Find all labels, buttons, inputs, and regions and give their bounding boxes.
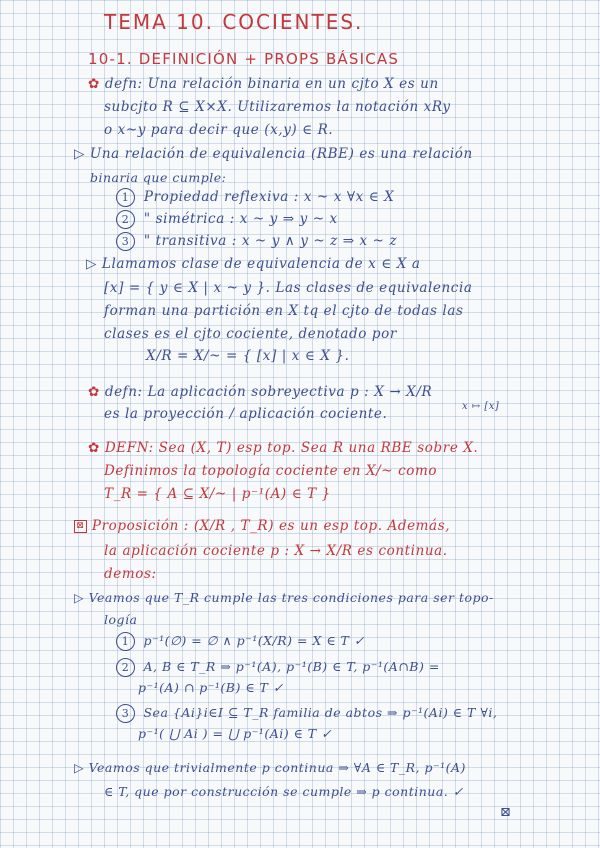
- checkbox-icon: ⊠: [74, 520, 87, 533]
- proyeccion-line-1: ✿ defn: La aplicación sobreyectiva p : X → X/R: [88, 384, 433, 400]
- number-3-icon: 3: [116, 704, 135, 723]
- number-2-icon: 2: [116, 210, 135, 229]
- topologia-formula: T_R = { A ⊆ X/~ | p⁻¹(A) ∈ T }: [104, 486, 331, 502]
- condition-1: 1 p⁻¹(∅) = ∅ ∧ p⁻¹(X/R) = X ∈ T ✓: [116, 632, 365, 651]
- property-transitiva: 3 " transitiva : x ~ y ∧ y ~ z ⇒ x ~ z: [116, 232, 397, 251]
- proyeccion-line-2: es la proyección / aplicación cociente.: [104, 406, 388, 422]
- page-title: TEMA 10. COCIENTES.: [104, 10, 364, 34]
- proyeccion-map: x ↦ [x]: [462, 401, 500, 412]
- property-simetrica: 2 " simétrica : x ~ y ⇒ y ~ x: [116, 210, 338, 229]
- star-icon: ✿: [88, 76, 100, 92]
- arrow-icon: ▷: [86, 256, 97, 272]
- rbe-line-1: ▷ Una relación de equivalencia (RBE) es una relación: [74, 146, 473, 162]
- condition-3b: p⁻¹( ⋃ Ai ) = ⋃ p⁻¹(Ai) ∈ T ✓: [138, 726, 333, 741]
- proposicion-line-2: la aplicación cociente p : X → X/R es continua.: [104, 543, 448, 559]
- star-icon: ✿: [88, 384, 100, 400]
- section-heading: 10-1. DEFINICIÓN + PROPS BÁSICAS: [88, 50, 400, 68]
- number-1-icon: 1: [116, 188, 135, 207]
- topologia-line-1: ✿ DEFN: Sea (X, T) esp top. Sea R una RBE sobre X.: [88, 440, 479, 456]
- demo-line-1: ▷ Veamos que T_R cumple las tres condiciones para ser topo-: [74, 590, 494, 605]
- clase-line-3: forman una partición en X tq el cjto de todas las: [104, 303, 464, 319]
- rbe-line-2: binaria que cumple:: [90, 170, 227, 185]
- continua-line-1: ▷ Veamos que trivialmente p continua ⇒ ∀A ∈ T_R, p⁻¹(A): [74, 760, 466, 775]
- condition-2a: 2 A, B ∈ T_R ⇒ p⁻¹(A), p⁻¹(B) ∈ T, p⁻¹(A∩B) =: [116, 658, 440, 677]
- defn-line-3: o x~y para decir que (x,y) ∈ R.: [104, 122, 334, 138]
- clase-line-1: ▷ Llamamos clase de equivalencia de x ∈ X a: [86, 256, 421, 272]
- condition-2b: p⁻¹(A) ∩ p⁻¹(B) ∈ T ✓: [138, 680, 284, 695]
- condition-3a: 3 Sea {Ai}i∈I ⊆ T_R familia de abtos ⇒ p⁻¹(Ai) ∈ T ∀i,: [116, 704, 497, 723]
- proposicion-line-1: ⊠ Proposición : (X/R , T_R) es un esp top. Además,: [74, 520, 450, 534]
- arrow-icon: ▷: [74, 760, 85, 775]
- number-2-icon: 2: [116, 658, 135, 677]
- end-of-proof-icon: ⊠: [500, 805, 511, 820]
- topologia-line-2: Definimos la topología cociente en X/~ como: [104, 463, 438, 479]
- arrow-icon: ▷: [74, 146, 85, 162]
- star-icon: ✿: [88, 440, 100, 456]
- demo-line-2: logía: [104, 612, 138, 627]
- defn-line-2: subcjto R ⊆ X×X. Utilizaremos la notación xRy: [104, 99, 451, 115]
- cociente-formula: X/R = X/~ = { [x] | x ∈ X }.: [146, 348, 350, 364]
- clase-line-4: clases es el cjto cociente, denotado por: [104, 326, 397, 342]
- property-reflexiva: 1 Propiedad reflexiva : x ~ x ∀x ∈ X: [116, 188, 394, 207]
- defn-line-1: ✿ defn: Una relación binaria en un cjto X es un: [88, 76, 439, 92]
- clase-line-2: [x] = { y ∈ X | x ~ y }. Las clases de equivalencia: [104, 280, 473, 296]
- continua-line-2: ∈ T, que por construcción se cumple ⇒ p continua. ✓: [104, 784, 464, 799]
- number-1-icon: 1: [116, 632, 135, 651]
- number-3-icon: 3: [116, 232, 135, 251]
- arrow-icon: ▷: [74, 590, 85, 605]
- demos-label: demos:: [104, 566, 157, 582]
